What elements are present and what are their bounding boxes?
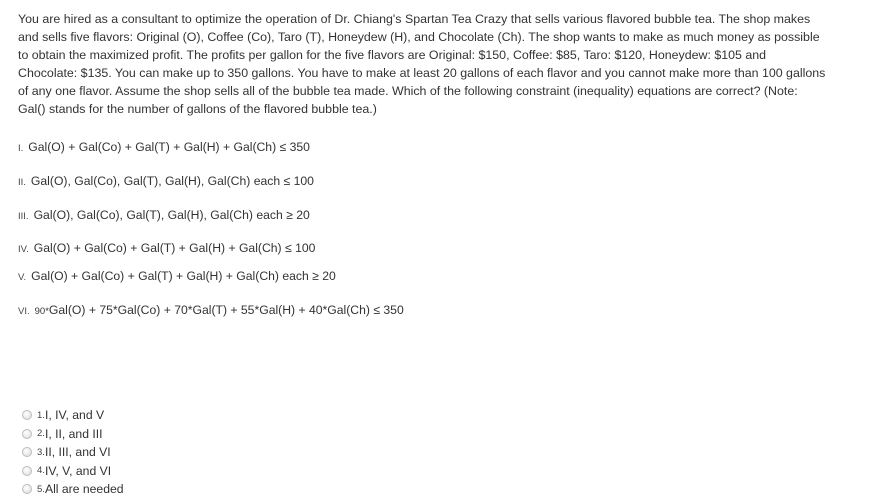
statement-numeral: III. bbox=[18, 211, 29, 222]
statement-text: Gal(O) + 75*Gal(Co) + 70*Gal(T) + 55*Gal(H) + 40*Gal(Ch) ≤ 350 bbox=[48, 303, 404, 317]
statement-numeral: I. bbox=[18, 143, 24, 154]
statement-v bbox=[18, 268, 336, 286]
choice-number: 2. bbox=[37, 428, 45, 440]
statement-ii bbox=[18, 173, 314, 191]
choice-1[interactable] bbox=[22, 406, 124, 425]
choice-5[interactable] bbox=[22, 480, 124, 499]
radio-button[interactable] bbox=[22, 466, 32, 476]
statement-text: Gal(O), Gal(Co), Gal(T), Gal(H), Gal(Ch) each ≤ 100 bbox=[30, 174, 314, 188]
choice-label[interactable]: I, IV, and V bbox=[44, 408, 105, 423]
choice-number: 5. bbox=[37, 483, 45, 495]
question-text: You are hired as a consultant to optimize the operation of Dr. Chiang's Spartan Tea Crazy that sells various flavored bubble tea. The shop makes and sells five flavors: Original (O), Coffee (Co), Taro (T), Honeydew (H), and Chocolate (Ch). The shop wants to make as much money as possible to obtain the maximized profit. The profits per gallon for the five flavors are Original: $150, Coffee: $85, Taro: $120, Honeydew: $105 and Chocolate: $135. You can make up to 350 gallons. You have to make at least 20 gallons of each flavor and you cannot make more than 100 gallons of any one flavor. Assume the shop sells all of the bubble tea made. Which of the following constraint (inequality) equations are correct? (Note: Gal() stands for the number of gallons of the flavored bubble tea.) bbox=[18, 12, 826, 116]
statement-iii bbox=[18, 207, 310, 225]
choice-3[interactable] bbox=[22, 443, 124, 462]
statement-text: Gal(O) + Gal(Co) + Gal(T) + Gal(H) + Gal(Ch) ≤ 350 bbox=[28, 140, 310, 154]
radio-button[interactable] bbox=[22, 429, 32, 439]
statement-i bbox=[18, 139, 310, 157]
choice-number: 1. bbox=[37, 409, 45, 421]
answer-choices bbox=[22, 406, 124, 499]
choice-2[interactable] bbox=[22, 425, 124, 444]
statement-numeral: II. bbox=[18, 177, 26, 188]
statement-text: Gal(O) + Gal(Co) + Gal(T) + Gal(H) + Gal(Ch) ≤ 100 bbox=[33, 241, 316, 255]
choice-number: 3. bbox=[37, 446, 45, 458]
statement-prefix: 90* bbox=[34, 306, 49, 317]
choice-label[interactable]: I, II, and III bbox=[44, 426, 103, 441]
statement-text: Gal(O), Gal(Co), Gal(T), Gal(H), Gal(Ch) each ≥ 20 bbox=[33, 208, 310, 222]
statement-numeral: VI. bbox=[18, 306, 30, 317]
statement-text: Gal(O) + Gal(Co) + Gal(T) + Gal(H) + Gal(Ch) each ≥ 20 bbox=[31, 269, 336, 283]
radio-button[interactable] bbox=[22, 447, 32, 457]
choice-number: 4. bbox=[37, 465, 45, 477]
radio-button[interactable] bbox=[22, 410, 32, 420]
choice-label[interactable]: IV, V, and VI bbox=[44, 463, 112, 478]
statement-numeral: V. bbox=[18, 272, 27, 283]
choice-label[interactable]: All are needed bbox=[44, 482, 124, 497]
statement-numeral: IV. bbox=[18, 244, 29, 255]
statement-iv bbox=[18, 240, 315, 258]
choice-4[interactable] bbox=[22, 462, 124, 481]
radio-button[interactable] bbox=[22, 484, 32, 494]
choice-label[interactable]: II, III, and VI bbox=[44, 445, 111, 460]
statement-vi bbox=[18, 302, 404, 320]
